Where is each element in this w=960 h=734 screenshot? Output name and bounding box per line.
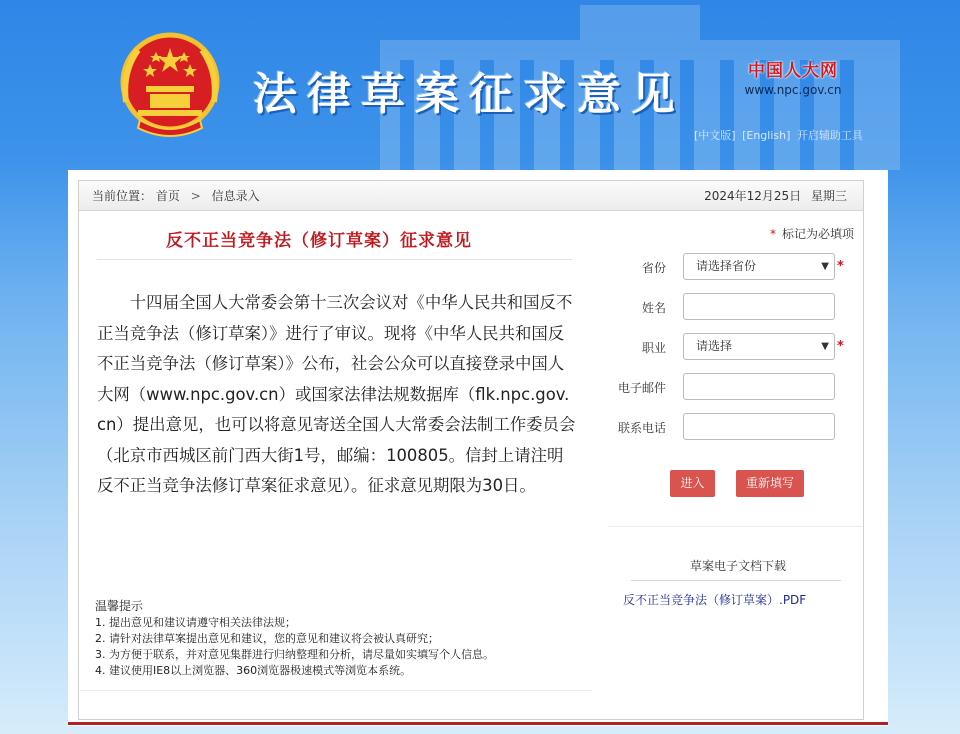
tips-title: 温馨提示 [95, 599, 144, 613]
title-divider [97, 259, 572, 260]
chevron-down-icon: ▼ [821, 341, 829, 352]
footer-red-line [68, 722, 888, 725]
current-date [698, 181, 847, 211]
phone-label: 联系电话 [617, 421, 666, 435]
province-label: 省份 [641, 261, 666, 275]
tips-item: 3. 为方便于联系，并对意见集群进行归纳整理和分析，请尽量如实填写个人信息。 [95, 648, 494, 661]
npc-logo[interactable] [738, 56, 848, 97]
tips-section [95, 597, 595, 679]
banner-title: 法律草案征求意见 [253, 69, 685, 120]
job-label: 职业 [641, 341, 666, 355]
breadcrumb [92, 181, 260, 211]
npc-logo-text: 中国人大网 [748, 61, 838, 81]
draft-pdf-download-link[interactable]: 反不正当竞争法（修订草案）.PDF [623, 593, 807, 607]
province-required-star: * [837, 259, 844, 274]
province-select[interactable] [683, 253, 835, 280]
npc-url-text: www.npc.gov.cn [744, 83, 842, 97]
tips-item: 2. 请针对法律草案提出意见和建议，您的意见和建议将会被认真研究； [95, 632, 439, 645]
tips-item: 1. 提出意见和建议请遵守相关法律法规； [95, 616, 296, 629]
breadcrumb-prefix: 当前位置： [92, 189, 153, 203]
tips-divider [80, 690, 592, 691]
breadcrumb-home-link[interactable]: 首页 [155, 189, 180, 203]
national-emblem-logo [118, 32, 222, 138]
download-divider [631, 580, 841, 581]
required-note-text: 标记为必填项 [782, 227, 855, 241]
email-input[interactable] [683, 373, 835, 400]
weekday-text: 星期三 [810, 189, 847, 203]
job-select[interactable] [683, 333, 835, 360]
chevron-down-icon: ▼ [821, 261, 829, 272]
breadcrumb-bar [79, 181, 863, 211]
date-text: 2024年12月25日 [704, 189, 802, 203]
accessibility-tools-link[interactable]: 开启辅助工具 [796, 129, 863, 142]
job-required-star: * [837, 339, 844, 354]
breadcrumb-current: 信息录入 [211, 189, 260, 203]
english-version-link[interactable]: [English] [742, 129, 791, 142]
language-links [694, 127, 866, 143]
download-title: 草案电子文档下载 [690, 559, 787, 573]
required-star-icon: * [770, 227, 776, 241]
submit-button[interactable]: 进入 [670, 470, 715, 497]
form-divider [608, 526, 862, 527]
chinese-version-link[interactable]: [中文版] [694, 129, 736, 142]
tips-item: 4. 建议使用IE8以上浏览器、360浏览器极速模式等浏览本系统。 [95, 664, 412, 677]
article-body: 十四届全国人大常委会第十三次会议对《中华人民共和国反不正当竞争法（修订草案）》进行了审议。现将《中华人民共和国反不正当竞争法（修订草案）》公布，社会公众可以直接登录中国人大网（www.npc.gov.cn）或国家法律法规数据库（flk.npc.gov.cn）提出意见，也可以将意见寄送全国人大常委会法制工作委员会（北京市西城区前门西大街1号，邮编：100805。信封上请注明反不正当竞争法修订草案征求意见）。征求意见期限为30日。 [97, 293, 576, 495]
job-select-value: 请选择 [696, 339, 733, 353]
email-label: 电子邮件 [617, 381, 666, 395]
breadcrumb-separator: > [190, 189, 201, 203]
name-label: 姓名 [641, 301, 666, 315]
required-note [770, 225, 854, 242]
article-title: 反不正当竞争法（修订草案）征求意见 [166, 231, 472, 251]
name-input[interactable] [683, 293, 835, 320]
phone-input[interactable] [683, 413, 835, 440]
header-banner [0, 0, 960, 170]
reset-button[interactable]: 重新填写 [736, 470, 804, 497]
province-select-value: 请选择省份 [696, 259, 757, 273]
